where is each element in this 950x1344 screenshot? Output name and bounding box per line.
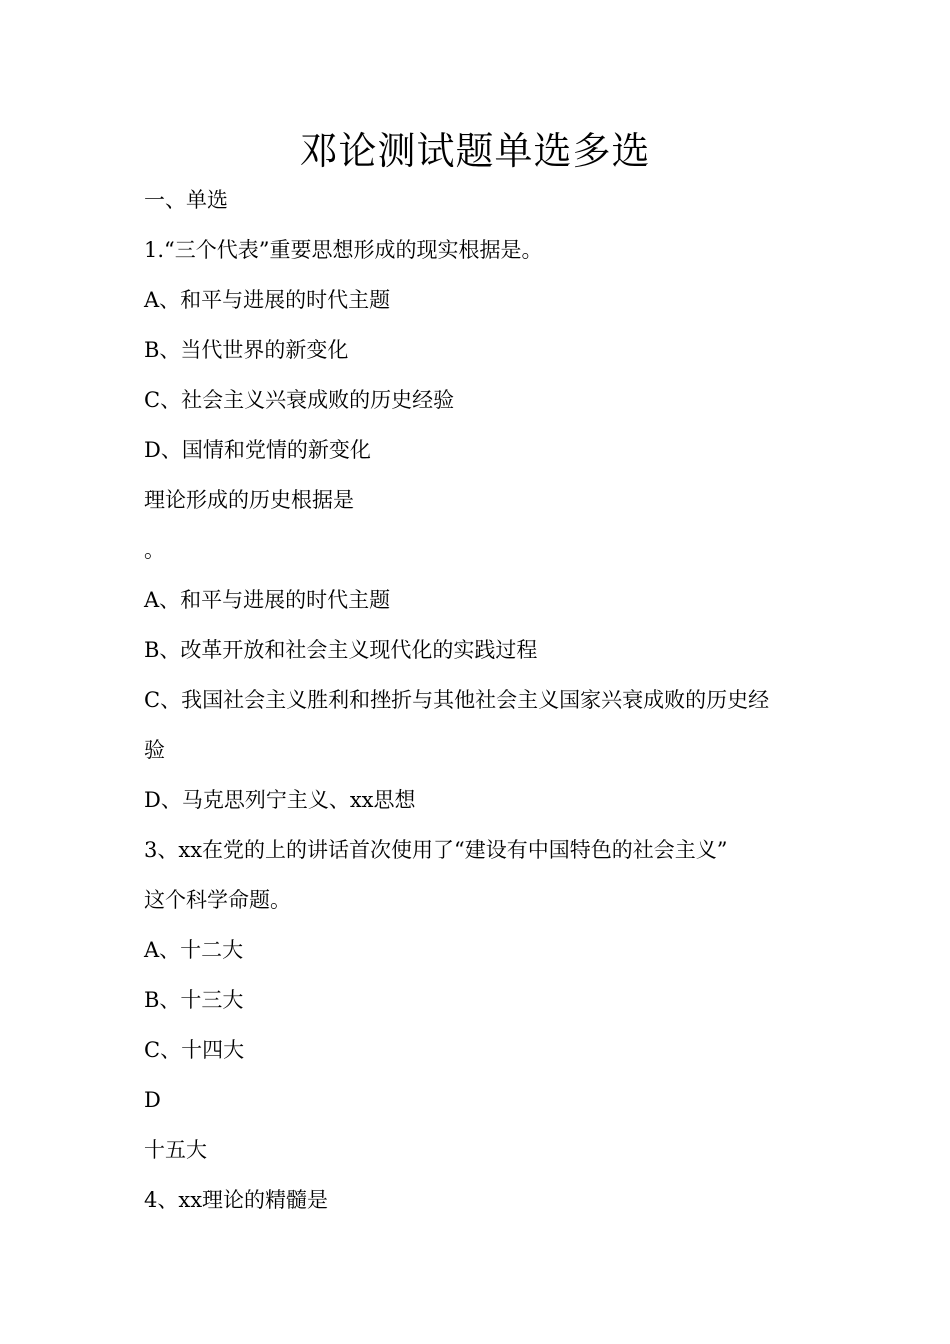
question-text-continued: 。	[144, 538, 165, 562]
option-text: A、和平与进展的时代主题	[144, 288, 391, 312]
option-text: A、和平与进展的时代主题	[144, 588, 391, 612]
option-text: B、十三大	[144, 988, 244, 1012]
option-text: C、我国社会主义胜利和挫折与其他社会主义国家兴衰成败的历史经	[144, 688, 770, 712]
question-text: 理论形成的历史根据是	[144, 488, 354, 512]
question-text: 4、xx理论的精髓是	[144, 1188, 329, 1212]
option-label: D	[144, 1088, 161, 1112]
option-text: D、马克思列宁主义、xx思想	[144, 788, 416, 812]
question-text: 3、xx在党的上的讲话首次使用了“建设有中国特色的社会主义”	[144, 838, 728, 862]
document-title: 邓论测试题单选多选	[299, 129, 651, 173]
option-text: C、社会主义兴衰成败的历史经验	[144, 388, 455, 412]
option-text: B、当代世界的新变化	[144, 338, 349, 362]
option-text: A、十二大	[144, 938, 244, 962]
option-text-continued: 验	[144, 738, 165, 762]
option-text: B、改革开放和社会主义现代化的实践过程	[144, 638, 538, 662]
option-text: D、国情和党情的新变化	[144, 438, 371, 462]
option-text: C、十四大	[144, 1038, 245, 1062]
section-heading: 一、单选	[144, 188, 228, 212]
question-text: 1.“三个代表”重要思想形成的现实根据是。	[144, 238, 543, 262]
option-text: 十五大	[144, 1138, 207, 1162]
question-text-continued: 这个科学命题。	[144, 888, 291, 912]
